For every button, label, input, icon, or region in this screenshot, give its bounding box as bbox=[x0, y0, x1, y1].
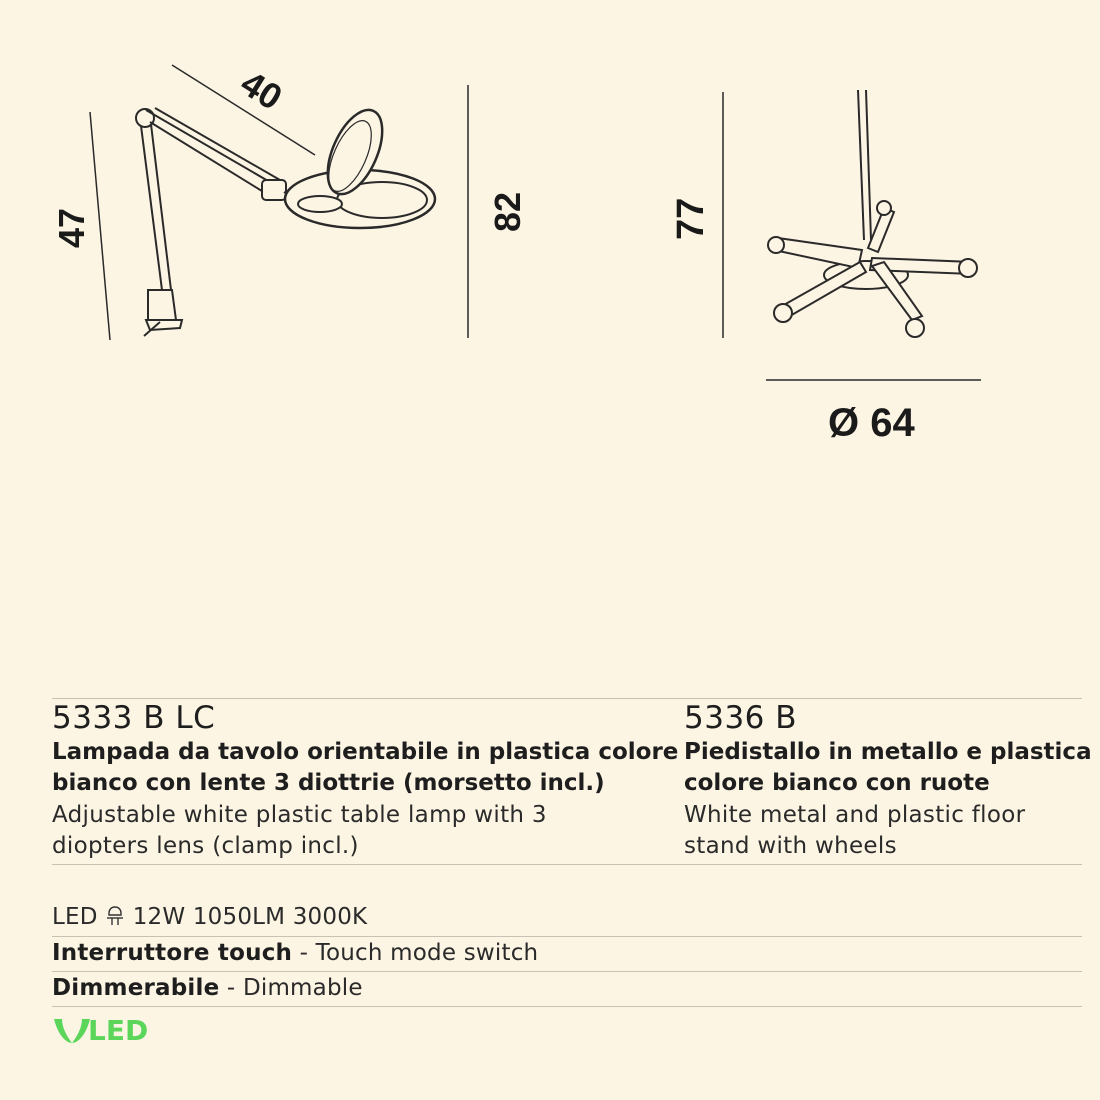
dimmable-label-it: Dimmerabile bbox=[52, 975, 220, 1001]
divider-spec-2 bbox=[52, 971, 1082, 972]
switch-separator: - bbox=[292, 940, 316, 966]
stand-height-dimension: 77 bbox=[670, 197, 712, 240]
product-description-it-lamp: Lampada da tavolo orientabile in plastica colore bianco con lente 3 diottrie (morsetto incl.) bbox=[52, 739, 679, 796]
product-description-en-lamp: Adjustable white plastic table lamp with 3 diopters lens (clamp incl.) bbox=[52, 802, 547, 859]
product-code-lamp: 5333 B LC bbox=[52, 700, 216, 736]
stand-diameter-dimension: Ø 64 bbox=[828, 401, 915, 445]
lamp-total-height-dimension: 82 bbox=[487, 191, 528, 232]
led-logo-text: LED bbox=[88, 1014, 149, 1047]
divider-spec-1 bbox=[52, 936, 1082, 937]
leaf-icon bbox=[52, 1015, 92, 1047]
divider-top bbox=[52, 698, 1082, 699]
switch-label-it: Interruttore touch bbox=[52, 940, 293, 966]
divider-descriptions bbox=[52, 864, 1082, 865]
lamp-height-dimension: 47 bbox=[51, 207, 92, 248]
product-code-stand: 5336 B bbox=[684, 700, 798, 736]
switch-label-en: Touch mode switch bbox=[315, 940, 539, 966]
led-logo bbox=[52, 1014, 148, 1047]
product-description-en-stand: White metal and plastic floor stand with wheels bbox=[684, 802, 1026, 859]
floor-stand-drawing bbox=[768, 90, 977, 337]
dimmable-spec-row bbox=[52, 975, 363, 1001]
led-label: LED bbox=[52, 904, 98, 930]
product-description-it-stand: Piedistallo in metallo e plastica colore bianco con ruote bbox=[684, 739, 1092, 796]
dimmable-separator: - bbox=[219, 975, 243, 1001]
led-values: 12W 1050LM 3000K bbox=[132, 904, 368, 930]
dimmable-label-en: Dimmable bbox=[242, 975, 363, 1001]
divider-spec-3 bbox=[52, 1006, 1082, 1007]
lamp-arm-dimension: 40 bbox=[233, 62, 290, 119]
led-spec-row bbox=[52, 904, 367, 930]
bulb-socket-icon bbox=[105, 905, 125, 927]
switch-spec-row bbox=[52, 940, 538, 966]
stand-dimension-lines bbox=[723, 92, 981, 380]
